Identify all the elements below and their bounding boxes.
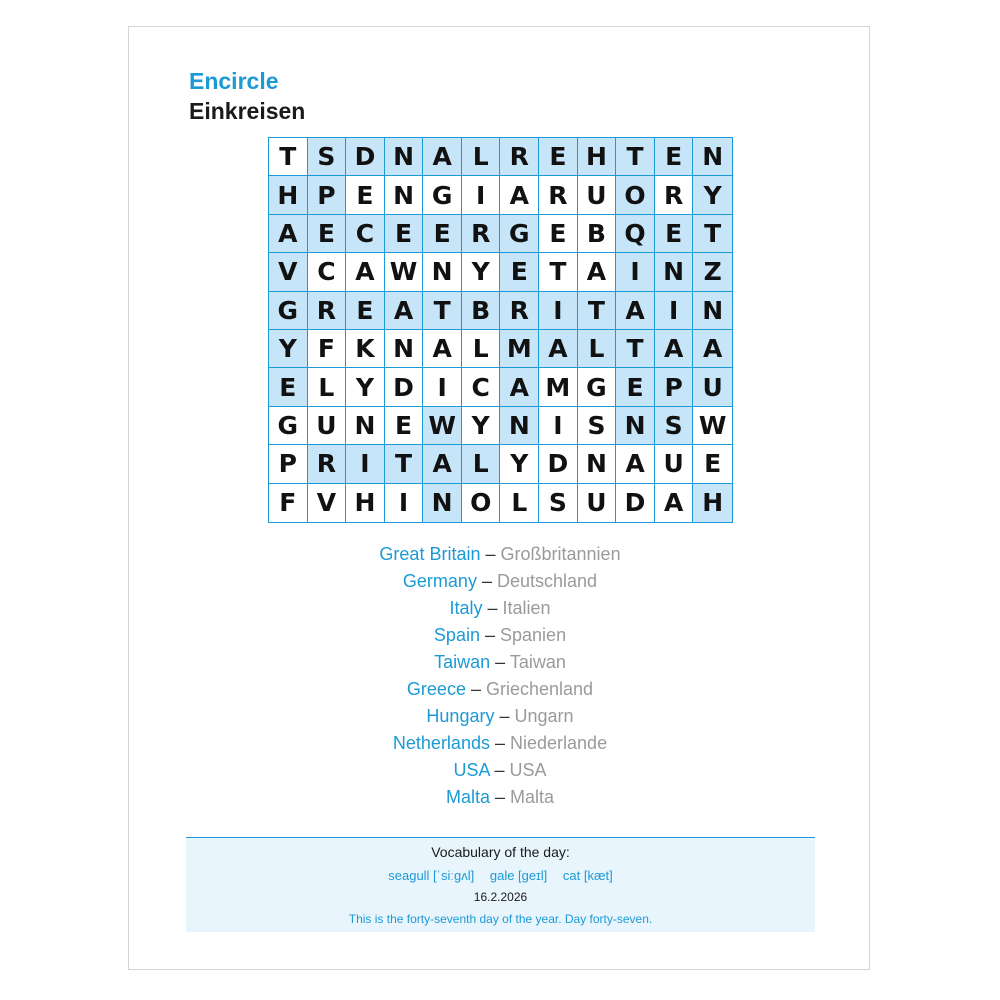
grid-cell[interactable]: D bbox=[539, 445, 578, 483]
grid-cell[interactable]: R bbox=[308, 445, 347, 483]
grid-cell[interactable]: H bbox=[269, 176, 308, 214]
word-list-item bbox=[129, 730, 871, 757]
grid-cell[interactable]: K bbox=[346, 330, 385, 368]
word-english: Germany bbox=[402, 571, 477, 591]
worksheet-page bbox=[128, 26, 870, 970]
grid-cell[interactable]: A bbox=[616, 292, 655, 330]
word-separator: – bbox=[495, 652, 506, 672]
grid-cell[interactable]: N bbox=[616, 407, 655, 445]
word-list-item bbox=[129, 595, 871, 622]
grid-cell[interactable]: E bbox=[693, 445, 732, 483]
grid-cell[interactable]: W bbox=[423, 407, 462, 445]
grid-cell[interactable]: T bbox=[693, 215, 732, 253]
grid-cell[interactable]: C bbox=[462, 368, 501, 406]
grid-cell[interactable]: A bbox=[346, 253, 385, 291]
grid-cell[interactable]: A bbox=[578, 253, 617, 291]
grid-cell[interactable]: E bbox=[655, 215, 694, 253]
grid-cell[interactable]: S bbox=[539, 484, 578, 522]
word-separator: – bbox=[481, 571, 492, 591]
word-english: Italy bbox=[449, 598, 483, 618]
grid-cell[interactable]: E bbox=[655, 138, 694, 176]
grid-cell[interactable]: F bbox=[308, 330, 347, 368]
grid-cell[interactable]: S bbox=[308, 138, 347, 176]
grid-cell[interactable]: Y bbox=[462, 253, 501, 291]
grid-cell[interactable]: I bbox=[462, 176, 501, 214]
grid-cell[interactable]: L bbox=[462, 445, 501, 483]
grid-cell[interactable]: G bbox=[578, 368, 617, 406]
grid-cell[interactable]: T bbox=[423, 292, 462, 330]
grid-cell[interactable]: N bbox=[693, 138, 732, 176]
grid-cell[interactable]: R bbox=[500, 292, 539, 330]
grid-cell[interactable]: M bbox=[539, 368, 578, 406]
grid-cell[interactable]: N bbox=[346, 407, 385, 445]
grid-cell[interactable]: E bbox=[385, 215, 424, 253]
grid-cell[interactable]: I bbox=[539, 292, 578, 330]
grid-cell[interactable]: L bbox=[578, 330, 617, 368]
grid-cell[interactable]: G bbox=[423, 176, 462, 214]
grid-cell[interactable]: N bbox=[423, 484, 462, 522]
vocabulary-title: Vocabulary of the day: bbox=[431, 844, 570, 860]
grid-cell[interactable]: H bbox=[578, 138, 617, 176]
word-german: Deutschland bbox=[497, 571, 598, 591]
grid-cell[interactable]: T bbox=[385, 445, 424, 483]
grid-cell[interactable]: U bbox=[578, 484, 617, 522]
word-english: Taiwan bbox=[434, 652, 491, 672]
grid-cell[interactable]: N bbox=[385, 330, 424, 368]
grid-cell[interactable]: Y bbox=[500, 445, 539, 483]
grid-cell[interactable]: I bbox=[655, 292, 694, 330]
grid-cell[interactable]: N bbox=[385, 176, 424, 214]
word-english: Greece bbox=[406, 679, 466, 699]
word-list-item bbox=[129, 649, 871, 676]
word-german: Spanien bbox=[500, 625, 567, 645]
grid-cell[interactable]: A bbox=[269, 215, 308, 253]
word-german: Großbritannien bbox=[500, 544, 621, 564]
grid-cell[interactable]: S bbox=[578, 407, 617, 445]
page-subtitle: Einkreisen bbox=[189, 98, 306, 124]
word-separator: – bbox=[494, 760, 505, 780]
grid-cell[interactable]: Y bbox=[462, 407, 501, 445]
grid-cell[interactable]: D bbox=[346, 138, 385, 176]
grid-cell[interactable]: D bbox=[616, 484, 655, 522]
word-separator: – bbox=[499, 706, 510, 726]
grid-cell[interactable]: O bbox=[462, 484, 501, 522]
grid-cell[interactable]: I bbox=[346, 445, 385, 483]
grid-cell[interactable]: I bbox=[616, 253, 655, 291]
word-german: Griechenland bbox=[486, 679, 594, 699]
grid-cell[interactable]: E bbox=[385, 407, 424, 445]
word-german: USA bbox=[509, 760, 547, 780]
date-label: 16.2.2026 bbox=[473, 890, 528, 904]
grid-cell[interactable]: L bbox=[462, 330, 501, 368]
page-title: Encircle bbox=[189, 68, 279, 94]
vocabulary-list bbox=[186, 868, 815, 883]
word-list-item bbox=[129, 784, 871, 811]
word-list-item bbox=[129, 676, 871, 703]
word-list bbox=[129, 541, 871, 811]
grid-cell[interactable]: I bbox=[385, 484, 424, 522]
grid-cell[interactable]: Y bbox=[269, 330, 308, 368]
grid-cell[interactable]: T bbox=[616, 330, 655, 368]
grid-cell[interactable]: L bbox=[462, 138, 501, 176]
grid-cell[interactable]: V bbox=[269, 253, 308, 291]
word-separator: – bbox=[470, 679, 481, 699]
grid-cell[interactable]: U bbox=[655, 445, 694, 483]
grid-cell[interactable]: H bbox=[693, 484, 732, 522]
grid-cell[interactable]: R bbox=[500, 138, 539, 176]
word-german: Ungarn bbox=[514, 706, 574, 726]
word-search-grid bbox=[268, 137, 733, 523]
grid-cell[interactable]: D bbox=[385, 368, 424, 406]
vocabulary-item: gale [ɡeɪl] bbox=[489, 868, 548, 883]
grid-cell[interactable]: E bbox=[616, 368, 655, 406]
vocabulary-item: cat [kæt] bbox=[562, 868, 613, 883]
grid-cell[interactable]: N bbox=[423, 253, 462, 291]
grid-cell[interactable]: E bbox=[269, 368, 308, 406]
grid-cell[interactable]: B bbox=[462, 292, 501, 330]
grid-cell[interactable]: E bbox=[500, 253, 539, 291]
word-english: Netherlands bbox=[392, 733, 490, 753]
grid-cell[interactable]: B bbox=[578, 215, 617, 253]
grid-cell[interactable]: Z bbox=[693, 253, 732, 291]
grid-cell[interactable]: L bbox=[308, 368, 347, 406]
grid-cell[interactable]: T bbox=[269, 138, 308, 176]
grid-cell[interactable]: N bbox=[385, 138, 424, 176]
grid-cell[interactable]: A bbox=[693, 330, 732, 368]
grid-cell[interactable]: N bbox=[578, 445, 617, 483]
grid-cell[interactable]: Y bbox=[693, 176, 732, 214]
vocabulary-item: seagull [ˈsiːɡʌl] bbox=[388, 868, 475, 883]
grid-cell[interactable]: O bbox=[616, 176, 655, 214]
grid-cell[interactable]: I bbox=[539, 407, 578, 445]
word-german: Taiwan bbox=[509, 652, 566, 672]
grid-cell[interactable]: U bbox=[308, 407, 347, 445]
grid-cell[interactable]: A bbox=[655, 330, 694, 368]
word-german: Italien bbox=[502, 598, 551, 618]
word-separator: – bbox=[494, 787, 505, 807]
grid-cell[interactable]: E bbox=[308, 215, 347, 253]
word-separator: – bbox=[484, 625, 495, 645]
grid-cell[interactable]: W bbox=[385, 253, 424, 291]
grid-cell[interactable]: P bbox=[308, 176, 347, 214]
grid-cell[interactable]: Q bbox=[616, 215, 655, 253]
grid-cell[interactable]: R bbox=[655, 176, 694, 214]
word-list-item bbox=[129, 568, 871, 595]
grid-cell[interactable]: L bbox=[500, 484, 539, 522]
grid-cell[interactable]: E bbox=[539, 215, 578, 253]
word-english: Great Britain bbox=[379, 544, 481, 564]
grid-cell[interactable]: T bbox=[616, 138, 655, 176]
word-english: Malta bbox=[445, 787, 490, 807]
grid-cell[interactable]: E bbox=[346, 292, 385, 330]
grid-cell[interactable]: R bbox=[462, 215, 501, 253]
grid-cell[interactable]: T bbox=[578, 292, 617, 330]
grid-cell[interactable]: A bbox=[616, 445, 655, 483]
grid-cell[interactable]: S bbox=[655, 407, 694, 445]
word-english: Spain bbox=[433, 625, 480, 645]
grid-cell[interactable]: P bbox=[269, 445, 308, 483]
word-german: Niederlande bbox=[510, 733, 608, 753]
grid-cell[interactable]: U bbox=[578, 176, 617, 214]
grid-cell[interactable]: C bbox=[308, 253, 347, 291]
grid-cell[interactable]: P bbox=[655, 368, 694, 406]
grid-cell[interactable]: U bbox=[693, 368, 732, 406]
grid-cell[interactable]: I bbox=[423, 368, 462, 406]
word-separator: – bbox=[494, 733, 505, 753]
grid-cell[interactable]: G bbox=[269, 292, 308, 330]
grid-cell[interactable]: F bbox=[269, 484, 308, 522]
word-english: USA bbox=[453, 760, 490, 780]
grid-cell[interactable]: E bbox=[346, 176, 385, 214]
word-list-item bbox=[129, 541, 871, 568]
grid-cell[interactable]: V bbox=[308, 484, 347, 522]
grid-cell[interactable]: Y bbox=[346, 368, 385, 406]
word-list-item bbox=[129, 703, 871, 730]
word-english: Hungary bbox=[426, 706, 495, 726]
grid-cell[interactable]: G bbox=[500, 215, 539, 253]
grid-cell[interactable]: A bbox=[500, 176, 539, 214]
grid-cell[interactable]: G bbox=[269, 407, 308, 445]
word-german: Malta bbox=[510, 787, 555, 807]
word-list-item bbox=[129, 622, 871, 649]
grid-cell[interactable]: W bbox=[693, 407, 732, 445]
grid-cell[interactable]: N bbox=[500, 407, 539, 445]
grid-cell[interactable]: A bbox=[423, 330, 462, 368]
grid-cell[interactable]: E bbox=[423, 215, 462, 253]
grid-cell[interactable]: M bbox=[500, 330, 539, 368]
grid-cell[interactable]: E bbox=[539, 138, 578, 176]
day-of-year-text: This is the forty-seventh day of the year. Day forty-seven. bbox=[348, 912, 653, 926]
grid-cell[interactable]: R bbox=[308, 292, 347, 330]
grid-cell[interactable]: R bbox=[539, 176, 578, 214]
word-separator: – bbox=[485, 544, 496, 564]
grid-cell[interactable]: A bbox=[423, 445, 462, 483]
word-separator: – bbox=[487, 598, 498, 618]
grid-cell[interactable]: A bbox=[655, 484, 694, 522]
grid-cell[interactable]: C bbox=[346, 215, 385, 253]
grid-cell[interactable]: A bbox=[500, 368, 539, 406]
grid-cell[interactable]: A bbox=[385, 292, 424, 330]
grid-cell[interactable]: N bbox=[693, 292, 732, 330]
vocabulary-footer bbox=[186, 837, 815, 932]
grid-cell[interactable]: A bbox=[539, 330, 578, 368]
grid-cell[interactable]: N bbox=[655, 253, 694, 291]
grid-cell[interactable]: T bbox=[539, 253, 578, 291]
grid-cell[interactable]: H bbox=[346, 484, 385, 522]
grid-cell[interactable]: A bbox=[423, 138, 462, 176]
word-list-item bbox=[129, 757, 871, 784]
